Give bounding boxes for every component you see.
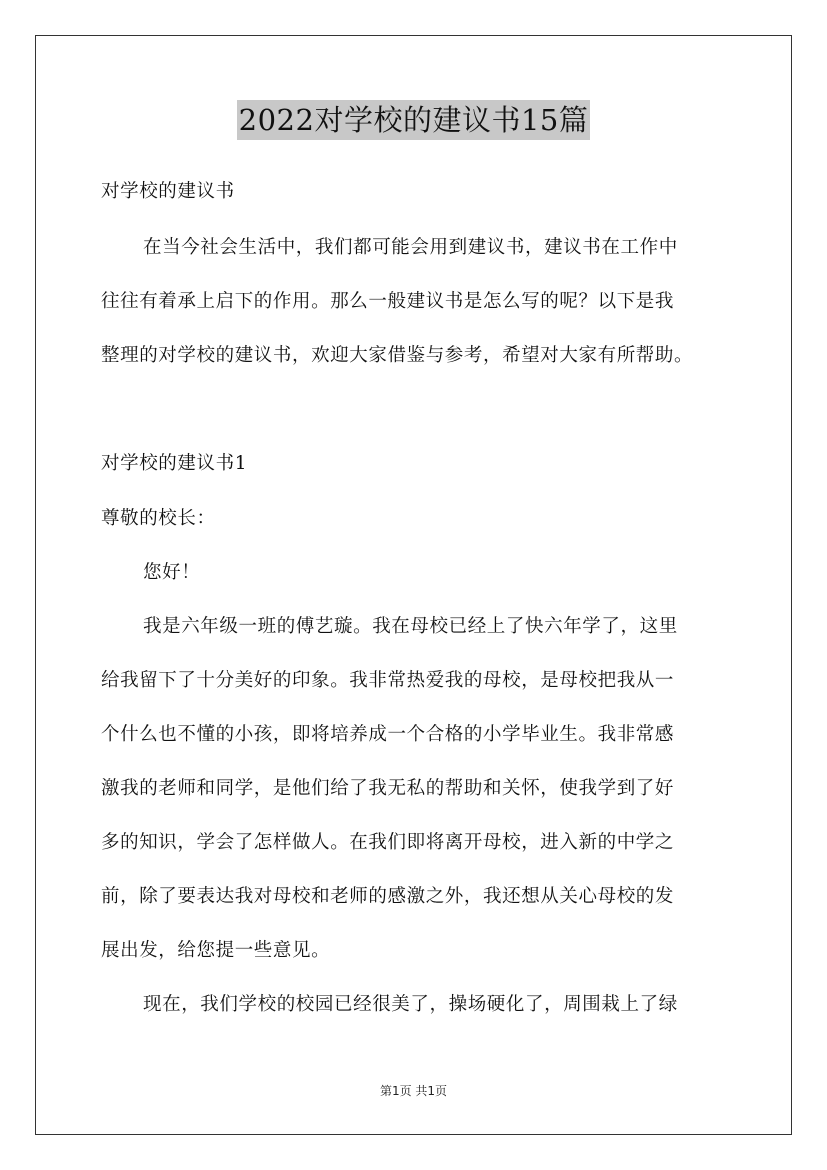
paragraph-line: 整理的对学校的建议书，欢迎大家借鉴与参考，希望对大家有所帮助。 (101, 345, 694, 366)
greeting: 您好！ (143, 562, 201, 583)
page-footer: 第1页 共1页 (379, 1084, 448, 1098)
paragraph-line: 在当今社会生活中，我们都可能会用到建议书，建议书在工作中 (143, 237, 678, 258)
section-heading: 对学校的建议书 (101, 181, 235, 202)
paragraph-line: 往往有着承上启下的作用。那么一般建议书是怎么写的呢？以下是我 (101, 291, 675, 312)
paragraph-line: 前，除了要表达我对母校和老师的感激之外，我还想从关心母校的发 (101, 886, 675, 907)
paragraph-line: 展出发，给您提一些意见。 (101, 940, 331, 961)
paragraph-line: 多的知识，学会了怎样做人。在我们即将离开母校，进入新的中学之 (101, 832, 675, 853)
document-title: 2022对学校的建议书15篇 (237, 100, 591, 140)
paragraph-line: 给我留下了十分美好的印象。我非常热爱我的母校，是母校把我从一 (101, 670, 675, 691)
paragraph-line: 激我的老师和同学，是他们给了我无私的帮助和关怀，使我学到了好 (101, 778, 675, 799)
paragraph-line: 我是六年级一班的傅艺璇。我在母校已经上了快六年学了，这里 (143, 616, 678, 637)
section-heading: 对学校的建议书1 (101, 453, 248, 474)
salutation: 尊敬的校长： (101, 508, 216, 529)
paragraph-line: 个什么也不懂的小孩，即将培养成一个合格的小学毕业生。我非常感 (101, 724, 675, 745)
paragraph-line: 现在，我们学校的校园已经很美了，操场硬化了，周围栽上了绿 (143, 994, 678, 1015)
title-container (0, 100, 827, 140)
